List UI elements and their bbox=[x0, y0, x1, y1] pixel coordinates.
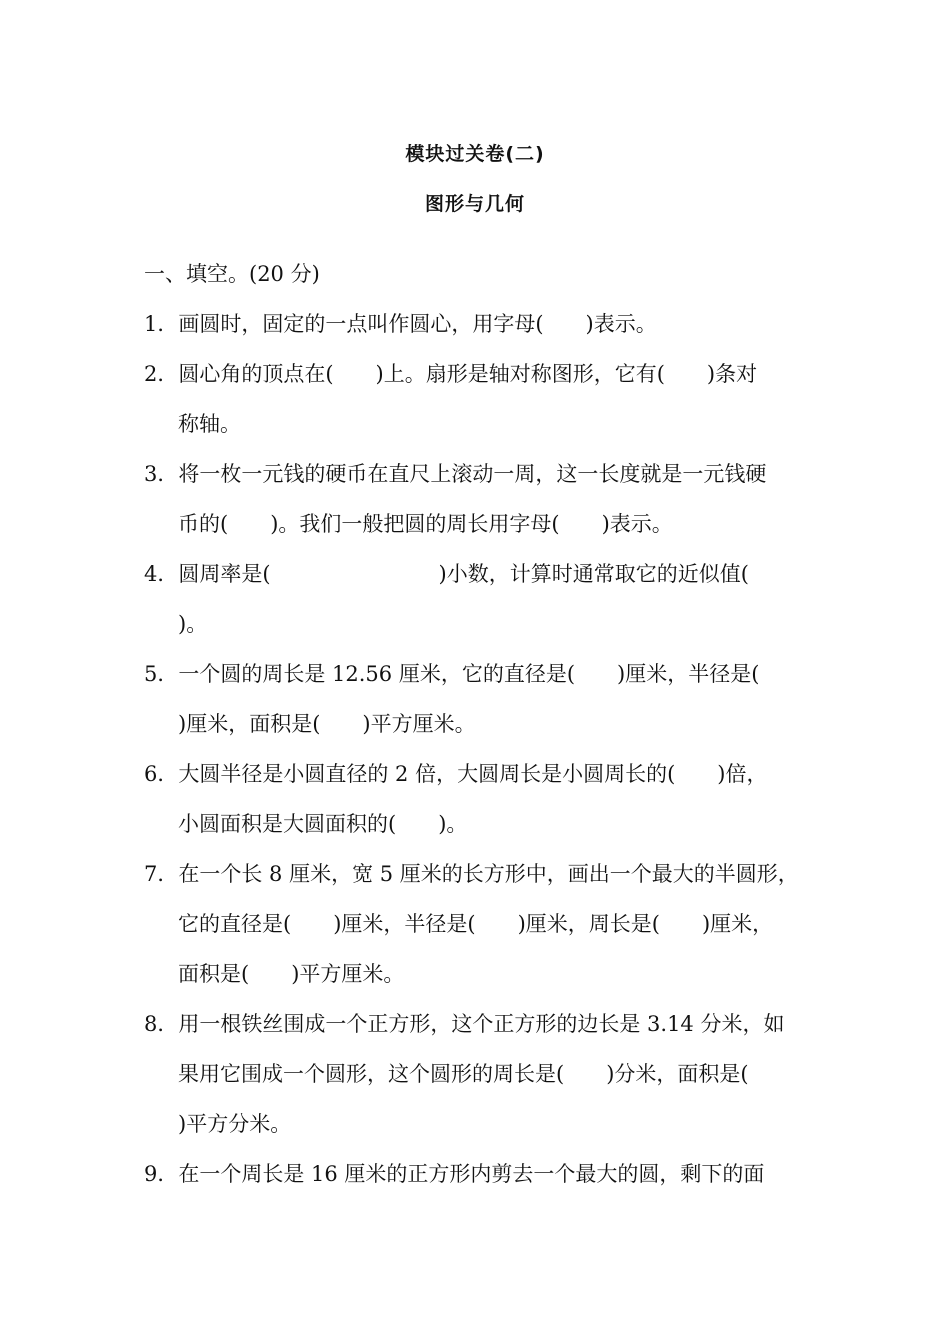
question-7-cont-2: 面积是( )平方厘米。 bbox=[178, 962, 405, 986]
question-6: 6．大圆半径是小圆直径的 2 倍，大圆周长是小圆周长的( )倍， bbox=[144, 762, 768, 786]
page-title: 模块过关卷(二) bbox=[405, 143, 545, 165]
question-6-cont: 小圆面积是大圆面积的( )。 bbox=[178, 812, 468, 836]
question-8: 8．用一根铁丝围成一个正方形，这个正方形的边长是 3.14 分米，如 bbox=[144, 1012, 785, 1036]
question-3-cont: 币的( )。我们一般把圆的周长用字母( )表示。 bbox=[178, 512, 673, 536]
question-7-cont-1: 它的直径是( )厘米，半径是( )厘米，周长是( )厘米， bbox=[178, 912, 774, 936]
page-subtitle: 图形与几何 bbox=[424, 193, 525, 215]
question-5-cont: )厘米，面积是( )平方厘米。 bbox=[178, 712, 476, 736]
question-8-cont-2: )平方分米。 bbox=[178, 1112, 292, 1136]
question-1: 1．画圆时，固定的一点叫作圆心，用字母( )表示。 bbox=[144, 312, 657, 336]
question-2: 2．圆心角的顶点在( )上。扇形是轴对称图形，它有( )条对 bbox=[144, 362, 758, 386]
question-3: 3．将一枚一元钱的硬币在直尺上滚动一周，这一长度就是一元钱硬 bbox=[144, 462, 767, 486]
question-7: 7．在一个长 8 厘米，宽 5 厘米的长方形中，画出一个最大的半圆形， bbox=[144, 862, 799, 886]
question-9: 9．在一个周长是 16 厘米的正方形内剪去一个最大的圆，剩下的面 bbox=[144, 1162, 765, 1186]
question-8-cont-1: 果用它围成一个圆形，这个圆形的周长是( )分米，面积是( bbox=[178, 1062, 749, 1086]
question-4-cont: )。 bbox=[178, 612, 208, 636]
question-4: 4．圆周率是( )小数，计算时通常取它的近似值( bbox=[144, 562, 749, 586]
question-5: 5．一个圆的周长是 12.56 厘米，它的直径是( )厘米，半径是( bbox=[144, 662, 760, 686]
section-heading: 一、填空。(20 分) bbox=[144, 262, 320, 286]
question-2-cont: 称轴。 bbox=[178, 412, 241, 436]
